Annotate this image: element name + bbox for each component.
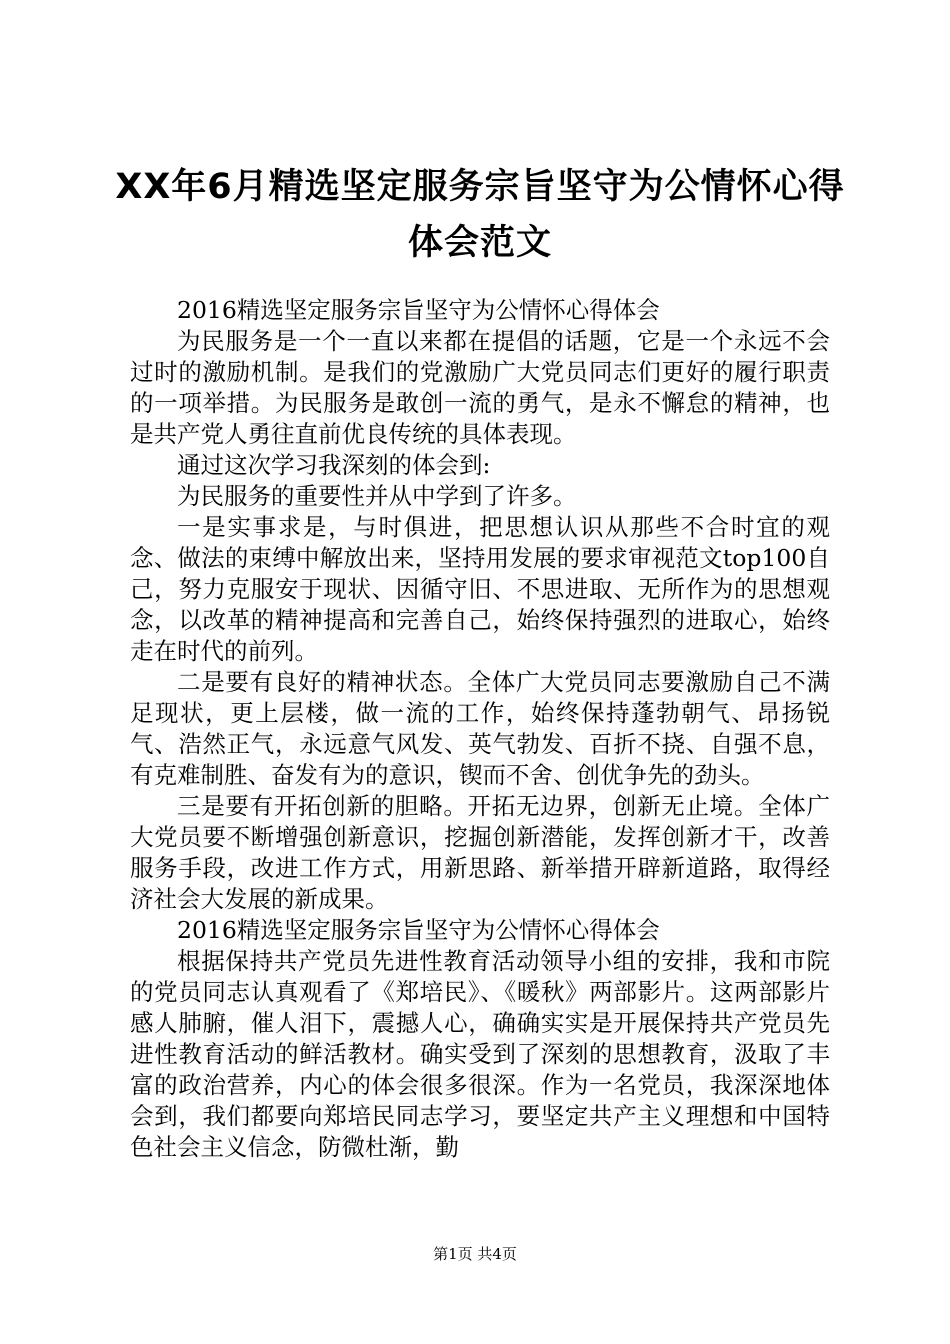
document-title-line-2: 体会范文 [407, 223, 552, 263]
paragraph: 三是要有开拓创新的胆略。开拓无边界，创新无止境。全体广大党员要不断增强创新意识，挖掘创新潜能，发挥创新才干，改善服务手段，改进工作方式，用新思路、新举措开辟新道路，取得经济社会大发展的新成果。 [130, 792, 830, 913]
paragraph: 为民服务是一个一直以来都在提倡的话题，它是一个永远不会过时的激励机制。是我们的党激励广大党员同志们更好的履行职责的一项举措。为民服务是敢创一流的勇气，是永不懈怠的精神，也是共产党人勇往直前优良传统的具体表现。 [130, 327, 830, 448]
paragraph: 一是实事求是，与时俱进，把思想认识从那些不合时宜的观念、做法的束缚中解放出来，坚持用发展的要求审视范文top100自己，努力克服安于现状、因循守旧、不思进取、无所作为的思想观念，以改革的精神提高和完善自己，始终保持强烈的进取心，始终走在时代的前列。 [130, 513, 830, 665]
document-title-line-1: XX年6月精选坚定服务宗旨坚守为公情怀心得 [115, 167, 845, 207]
paragraph: 为民服务的重要性并从中学到了许多。 [177, 482, 577, 510]
section-heading: 2016精选坚定服务宗旨坚守为公情怀心得体会 [177, 296, 660, 324]
paragraph: 根据保持共产党员先进性教育活动领导小组的安排，我和市院的党员同志认真观看了《郑培民》、《暖秋》两部影片。这两部影片感人肺腑，催人泪下，震撼人心，确确实实是开展保持共产党员先进性教育活动的鲜活教材。确实受到了深刻的思想教育，汲取了丰富的政治营养，内心的体会很多很深。作为一名党员，我深深地体会到，我们都要向郑培民同志学习，要坚定共产主义理想和中国特色社会主义信念，防微杜渐，勤 [130, 947, 830, 1161]
section-heading: 2016精选坚定服务宗旨坚守为公情怀心得体会 [177, 916, 660, 944]
document-body [130, 295, 830, 1163]
paragraph: 二是要有良好的精神状态。全体广大党员同志要激励自己不满足现状，更上层楼，做一流的工作，始终保持蓬勃朝气、昂扬锐气、浩然正气，永远意气风发、英气勃发、百折不挠、自强不息，有克难制胜、奋发有为的意识，锲而不舍、创优争先的劲头。 [130, 668, 830, 789]
paragraph: 通过这次学习我深刻的体会到: [177, 451, 491, 479]
page-footer: 第1页 共4页 [433, 1245, 517, 1263]
